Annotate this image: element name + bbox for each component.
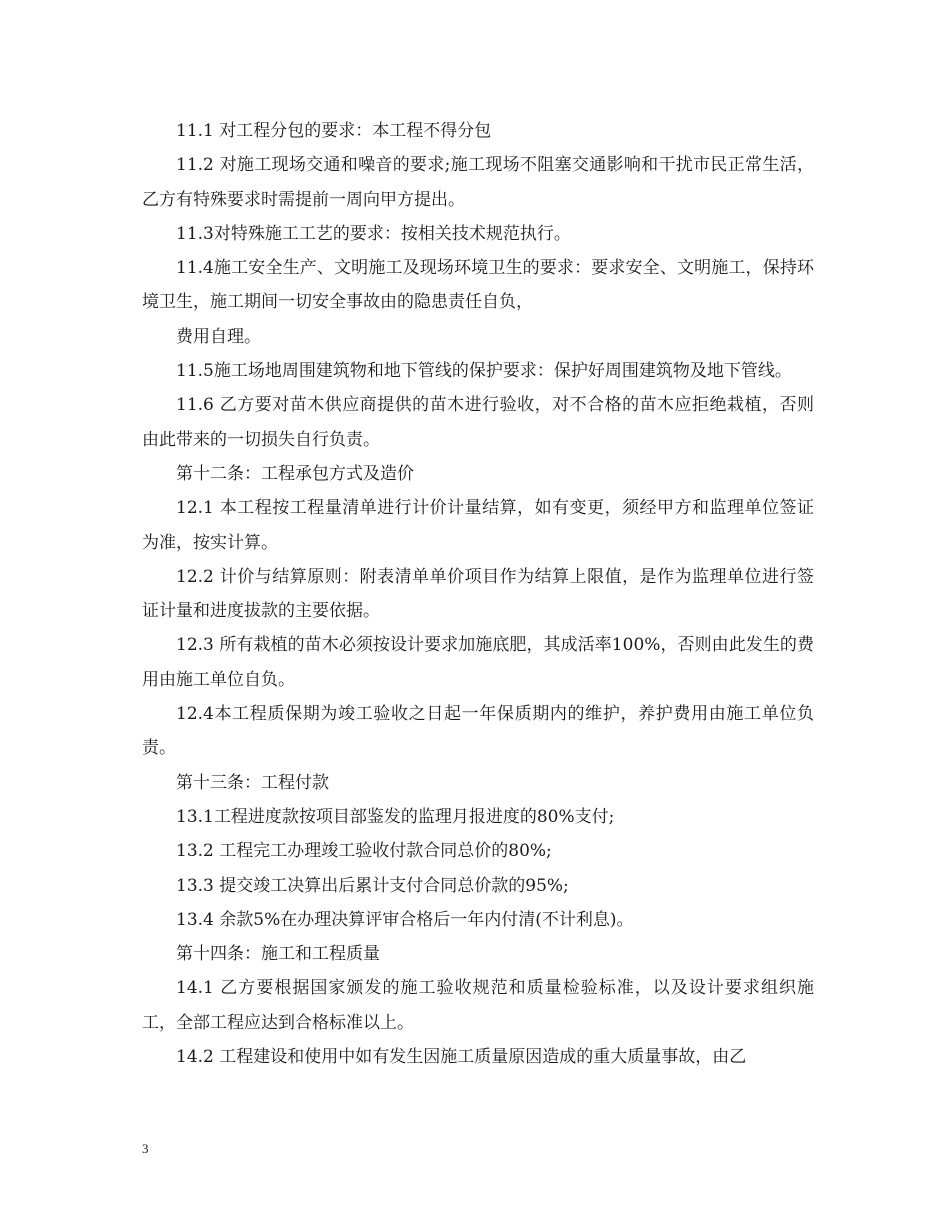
page-number: 3 [142,1141,149,1156]
section-heading: 第十三条：工程付款 [176,772,329,793]
paragraph: 12.3 所有栽植的苗木必须按设计要求加施底肥，其成活率100%，否则由此发生的费用由施工单位自负。 [142,635,814,690]
paragraph: 12.4本工程质保期为竣工验收之日起一年保质期内的维护，养护费用由施工单位负责。 [142,704,814,759]
paragraph: 11.5施工场地周围建筑物和地下管线的保护要求：保护好周围建筑物及地下管线。 [176,361,792,382]
paragraph: 11.2 对施工现场交通和噪音的要求;施工现场不阻塞交通影响和干扰市民正常生活，乙方有特殊要求时需提前一周向甲方提出。 [142,155,814,210]
paragraph: 11.4施工安全生产、文明施工及现场环境卫生的要求：要求安全、文明施工，保持环境卫生，施工期间一切安全事故由的隐患责任自负， [142,258,814,313]
paragraph: 12.1 本工程按工程量清单进行计价计量结算，如有变更，须经甲方和监理单位签证为准，按实计算。 [142,498,814,553]
paragraph: 费用自理。 [176,326,261,347]
paragraph: 12.2 计价与结算原则：附表清单单价项目作为结算上限值，是作为监理单位进行签证计量和进度拔款的主要依据。 [142,566,814,622]
paragraph: 13.4 余款5%在办理决算评审合格后一年内付清(不计利息)。 [176,909,634,930]
document-body [142,114,814,1074]
paragraph: 14.1 乙方要根据国家颁发的施工验收规范和质量检验标准，以及设计要求组织施工，全部工程应达到合格标准以上。 [142,978,814,1033]
paragraph: 11.6 乙方要对苗木供应商提供的苗木进行验收，对不合格的苗木应拒绝栽植，否则由此带来的一切损失自行负责。 [142,395,814,450]
paragraph: 11.3对特殊施工工艺的要求：按相关技术规范执行。 [176,223,571,244]
paragraph: 11.1 对工程分包的要求：本工程不得分包 [176,121,492,141]
paragraph: 14.2 工程建设和使用中如有发生因施工质量原因造成的重大质量事故，由乙 [176,1047,747,1068]
section-heading: 第十四条：施工和工程质量 [176,944,380,965]
paragraph: 13.3 提交竣工决算出后累计支付合同总价款的95%; [176,875,569,896]
section-heading: 第十二条：工程承包方式及造价 [176,463,414,484]
paragraph: 13.1工程进度款按项目部鉴发的监理月报进度的80%支付; [176,806,615,827]
paragraph: 13.2 工程完工办理竣工验收付款合同总价的80%; [176,841,552,862]
